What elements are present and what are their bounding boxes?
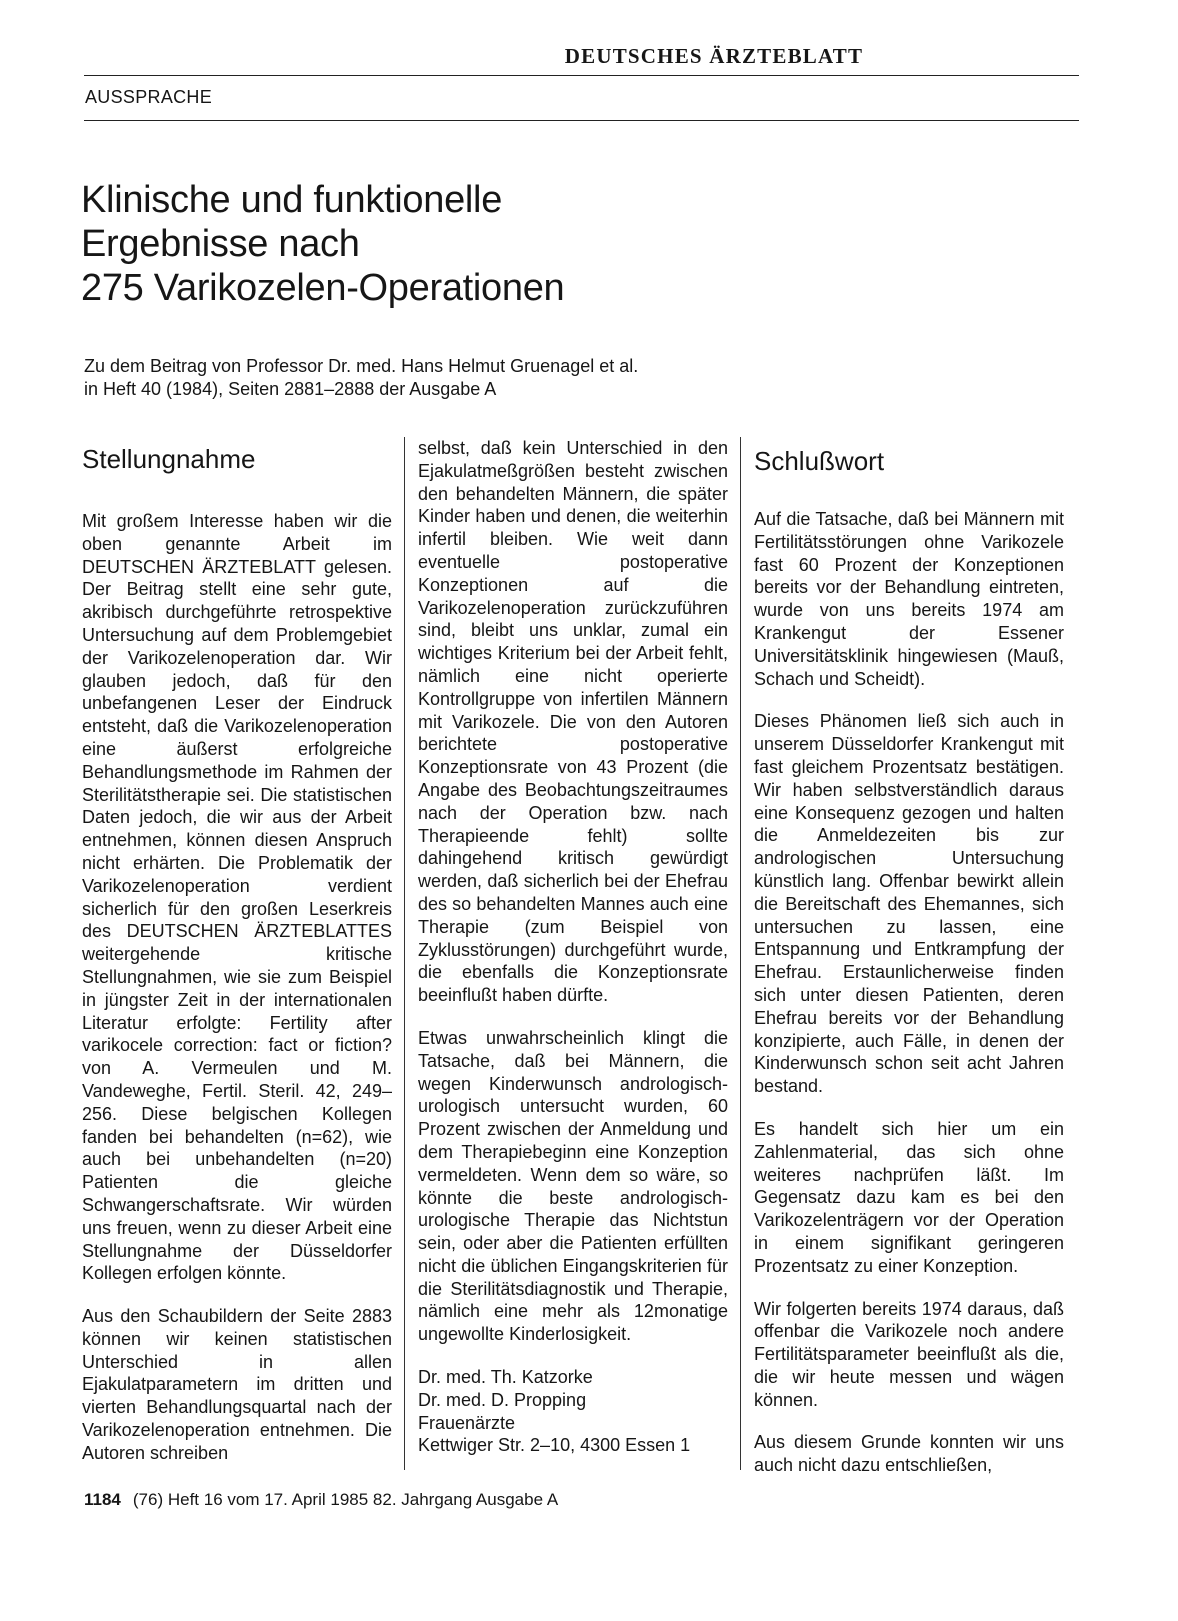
column-1 <box>82 443 392 1485</box>
page-number: 1184 <box>84 1490 121 1509</box>
subtitle-line: in Heft 40 (1984), Seiten 2881–2888 der Ausgabe A <box>84 379 497 399</box>
signature-line: Kettwiger Str. 2–10, 4300 Essen 1 <box>418 1435 691 1456</box>
reply-heading: Schlußwort <box>754 446 885 476</box>
top-rule <box>84 75 1079 76</box>
column-2 <box>418 437 728 1457</box>
signature-line: Dr. med. D. Propping <box>418 1389 587 1410</box>
page-footer <box>84 1490 558 1510</box>
issue-info: (76) Heft 16 vom 17. April 1985 82. Jahrgang Ausgabe A <box>132 1490 559 1509</box>
statement-paragraph: Etwas unwahrscheinlich klingt die Tatsache, daß bei Männern, die wegen Kinderwunsch andrologisch-urologisch untersucht wurden, 60 Prozent zwischen der Anmeldung und dem Therapiebeginn eine Konzeption vermeldeten. Wenn dem so wäre, so könnte die beste andrologisch-urologische Therapie das Nichtstun sein, oder aber die Patienten erfüllten nicht die üblichen Eingangskriterien für die Sterilitätsdiagnostik und Therapie, nämlich eine mehr als 12monatige ungewollte Kinderlosigkeit. <box>418 1027 728 1345</box>
reply-paragraph: Aus diesem Grunde konnten wir uns auch nicht dazu entschließen, <box>754 1432 1064 1476</box>
reply-paragraph: Dieses Phänomen ließ sich auch in unserem Düsseldorfer Krankengut mit fast gleichem Prozentsatz bestätigen. Wir haben selbstverständlich daraus eine Konsequenz gezogen und halten die Anmeldezeiten bis zur andrologischen Untersuchung künstlich lang. Offenbar bewirkt allein die Bereitschaft des Ehemannes, sich untersuchen zu lassen, eine Entspannung und Entkrampfung der Ehefrau. Erstaunlicherweise finden sich unter diesen Patienten, deren Ehefrau bereits vor der Behandlung konzipierte, auch Fälle, in denen der Kinderwunsch schon seit acht Jahren bestand. <box>754 711 1064 1097</box>
statement-paragraph: Mit großem Interesse haben wir die oben genannte Arbeit im DEUTSCHEN ÄRZTEBLATT gelesen. Der Beitrag stellt eine sehr gute, akribisch durchgeführte retrospektive Untersuchung auf dem Problemgebiet der Varikozelenoperation dar. Wir glauben jedoch, daß für den unbefangenen Leser der Eindruck entsteht, daß die Varikozelenoperation eine äußerst erfolgreiche Behandlungsmethode im Rahmen der Sterilitätstherapie sei. Die statistischen Daten jedoch, die wir aus der Arbeit entnehmen, können diesen Anspruch nicht erhärten. Die Problematik der Varikozelenoperation verdient sicherlich für den großen Leserkreis des DEUTSCHEN ÄRZTEBLATTES weitergehende kritische Stellungnahmen, wie sie zum Beispiel in jüngster Zeit in der internationalen Literatur erfolgte: Fertility after varikocele correction: fact or fiction? von A. Vermeulen und M. Vandeweghe, Fertil. Steril. 42, 249–256. Diese belgischen Kollegen fanden bei behandelten (n=62), wie auch bei unbehandelten (n=20) Patienten die gleiche Schwangerschaftsrate. Wir würden uns freuen, wenn zu dieser Arbeit eine Stellungnahme der Düsseldorfer Kollegen erfolgen könnte. <box>82 511 392 1284</box>
title-line: 275 Varikozelen-Operationen <box>81 267 565 309</box>
column-3 <box>754 437 1064 1497</box>
section-label: AUSSPRACHE <box>85 87 213 107</box>
reply-paragraph: Auf die Tatsache, daß bei Männern mit Fertilitätsstörungen ohne Varikozele fast 60 Prozent der Konzeptionen bereits vor der Behandlung eintreten, wurde von uns bereits 1974 am Krankengut der Essener Universitätsklinik hingewiesen (Mauß, Schach und Scheidt). <box>754 509 1064 689</box>
subtitle-line: Zu dem Beitrag von Professor Dr. med. Hans Helmut Gruenagel et al. <box>84 356 639 376</box>
statement-paragraph: Aus den Schaubildern der Seite 2883 können wir keinen statistischen Unterschied in allen Ejakulatparametern im dritten und vierten Behandlungsquartal nach der Varikozelenoperation entnehmen. Die Autoren schreiben <box>82 1306 392 1463</box>
column-divider <box>740 437 741 1470</box>
article-subtitle <box>84 355 638 401</box>
masthead: DEUTSCHES ÄRZTEBLATT <box>564 44 864 68</box>
reply-paragraph: Wir folgerten bereits 1974 daraus, daß offenbar die Varikozele noch andere Fertilitätsparameter beeinflußt als die, die wir heute messen und wägen können. <box>754 1298 1064 1410</box>
statement-heading: Stellungnahme <box>82 444 256 474</box>
statement-paragraph: selbst, daß kein Unterschied in den Ejakulatmeßgrößen besteht zwischen den behandelten Männern, die später Kinder haben und denen, die weiterhin infertil bleiben. Wie weit dann eventuelle postoperative Konzeptionen auf die Varikozelenoperation zurückzuführen sind, bleibt uns unklar, zumal ein wichtiges Kriterium bei der Arbeit fehlt, nämlich eine nicht operierte Kontrollgruppe von infertilen Männern mit Varikozele. Die von den Autoren berichtete postoperative Konzeptionsrate von 43 Prozent (die Angabe des Beobachtungszeitraumes nach der Operation bzw. nach Therapieende fehlt) sollte dahingehend kritisch gewürdigt werden, daß sicherlich bei der Ehefrau des so behandelten Mannes auch eine Therapie (zum Beispiel von Zyklusstörungen) durchgeführt wurde, die ebenfalls die Konzeptionsrate beeinflußt haben dürfte. <box>418 438 728 1006</box>
signature-line: Frauenärzte <box>418 1412 516 1433</box>
statement-signature <box>418 1366 728 1457</box>
article-title <box>81 178 564 310</box>
title-line: Klinische und funktionelle <box>81 179 503 221</box>
title-line: Ergebnisse nach <box>81 223 360 265</box>
column-divider <box>404 437 405 1470</box>
reply-paragraph: Es handelt sich hier um ein Zahlenmaterial, das sich ohne weiteres nachprüfen läßt. Im Gegensatz dazu kam es bei den Varikozelenträgern vor der Operation in einem signifikant geringeren Prozentsatz zu einer Konzeption. <box>754 1118 1064 1276</box>
signature-line: Dr. med. Th. Katzorke <box>418 1367 593 1388</box>
section-rule <box>84 120 1079 121</box>
